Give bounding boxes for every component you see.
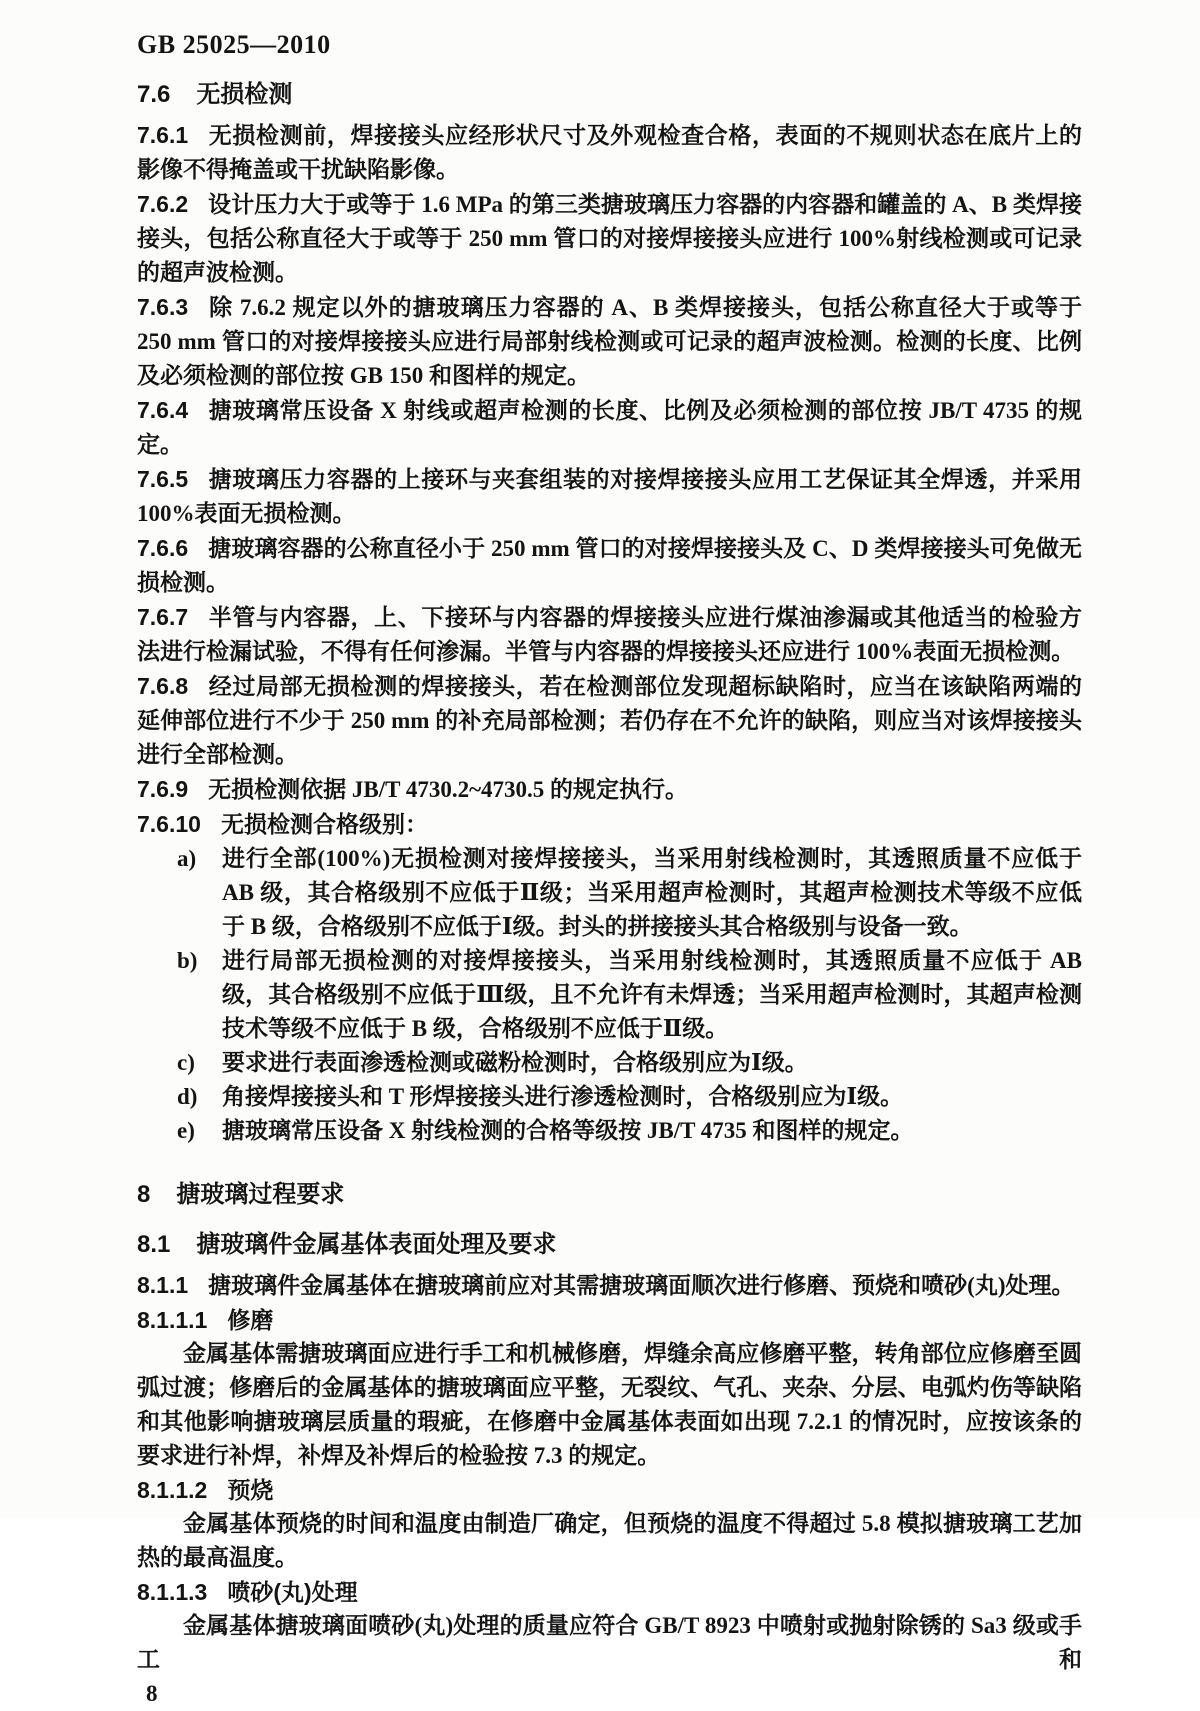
section-heading-8 bbox=[137, 1178, 1082, 1212]
clause-number: 7.6.2 bbox=[137, 191, 189, 217]
paragraph-text: 金属基体预烧的时间和温度由制造厂确定，但预烧的温度不得超过 5.8 模拟搪玻璃工艺加热的最高温度。 bbox=[137, 1511, 1082, 1570]
clause-number: 7.6.5 bbox=[137, 466, 189, 492]
list-marker: d) bbox=[177, 1084, 198, 1109]
heading-8-1-1-2 bbox=[137, 1473, 1082, 1507]
paragraph-prefiring bbox=[137, 1507, 1082, 1575]
paragraph-grinding bbox=[137, 1337, 1082, 1473]
clause-text: 经过局部无损检测的焊接接头，若在检测部位发现超标缺陷时，应当在该缺陷两端的延伸部位进行不少于 250 mm 的补充局部检测；若仍存在不允许的缺陷，则应当对该焊接接头进行全部检测。 bbox=[137, 674, 1082, 767]
paragraph-text: 金属基体搪玻璃面喷砂(丸)处理的质量应符合 GB/T 8923 中喷射或抛射除锈的 Sa3 级或手工和 bbox=[137, 1613, 1083, 1672]
clause-7-6-10 bbox=[137, 807, 1082, 842]
clause-number: 7.6.7 bbox=[137, 604, 189, 630]
list-item-d bbox=[177, 1080, 1082, 1114]
clause-text: 搪玻璃压力容器的上接环与夹套组装的对接焊接接头应用工艺保证其全焊透，并采用 100%表面无损检测。 bbox=[137, 467, 1082, 526]
paragraph-text: 金属基体需搪玻璃面应进行手工和机械修磨，焊缝余高应修磨平整，转角部位应修磨至圆弧过渡；修磨后的金属基体的搪玻璃面应平整，无裂纹、气孔、夹杂、分层、电弧灼伤等缺陷和其他影响搪玻璃层质量的瑕疵，在修磨中金属基体表面如出现 7.2.1 的情况时，应按该条的要求进行补焊，补焊及补焊后的检验按 7.3 的规定。 bbox=[137, 1341, 1082, 1468]
doc-code: GB 25025—2010 bbox=[137, 30, 331, 59]
clause-7-6-9 bbox=[137, 772, 1082, 807]
clause-7-6-5 bbox=[137, 462, 1082, 531]
clause-number: 7.6.10 bbox=[137, 811, 201, 837]
clause-text: 搪玻璃容器的公称直径小于 250 mm 管口的对接焊接接头及 C、D 类焊接接头可免做无损检测。 bbox=[137, 536, 1082, 595]
clause-7-6-2 bbox=[137, 187, 1082, 290]
list-item-text: 角接焊接接头和 T 形焊接接头进行渗透检测时，合格级别应为Ⅰ级。 bbox=[222, 1084, 904, 1109]
clause-7-6-8 bbox=[137, 669, 1082, 772]
clause-text: 搪玻璃件金属基体在搪玻璃前应对其需搪玻璃面顺次进行修磨、预烧和喷砂(丸)处理。 bbox=[208, 1273, 1075, 1298]
list-marker: b) bbox=[177, 948, 198, 973]
clause-text: 搪玻璃常压设备 X 射线或超声检测的长度、比例及必须检测的部位按 JB/T 4735 的规定。 bbox=[137, 398, 1082, 457]
list-item-c bbox=[177, 1046, 1082, 1080]
section-heading-7-6 bbox=[137, 78, 1082, 112]
clause-number: 7.6.9 bbox=[137, 776, 189, 802]
list-item-text: 要求进行表面渗透检测或磁粉检测时，合格级别应为Ⅰ级。 bbox=[222, 1050, 808, 1075]
clause-number: 8.1.1 bbox=[137, 1272, 189, 1298]
section-number: 8 bbox=[137, 1181, 151, 1208]
section-title: 搪玻璃过程要求 bbox=[176, 1181, 345, 1208]
section-title: 搪玻璃件金属基体表面处理及要求 bbox=[196, 1231, 557, 1258]
list-marker: a) bbox=[177, 846, 197, 871]
clause-7-6-3 bbox=[137, 290, 1082, 393]
clause-text: 设计压力大于或等于 1.6 MPa 的第三类搪玻璃压力容器的内容器和罐盖的 A、B 类焊接接头，包括公称直径大于或等于 250 mm 管口的对接焊接接头应进行 100%射线检测或可记录的超声波检测。 bbox=[137, 192, 1082, 285]
section-heading-8-1 bbox=[137, 1228, 1082, 1262]
clause-7-6-7 bbox=[137, 600, 1082, 669]
list-item-e bbox=[177, 1114, 1082, 1148]
clause-text: 无损检测依据 JB/T 4730.2~4730.5 的规定执行。 bbox=[208, 777, 689, 802]
clause-7-6-1 bbox=[137, 118, 1082, 187]
clause-number: 7.6.3 bbox=[137, 294, 189, 320]
list-marker: e) bbox=[177, 1118, 195, 1143]
clause-8-1-1 bbox=[137, 1268, 1082, 1303]
heading-8-1-1-3 bbox=[137, 1575, 1082, 1609]
section-title: 无损检测 bbox=[196, 81, 293, 108]
list-marker: c) bbox=[177, 1050, 195, 1075]
clause-text: 无损检测前，焊接接头应经形状尺寸及外观检查合格，表面的不规则状态在底片上的影像不得掩盖或干扰缺陷影像。 bbox=[137, 123, 1082, 182]
clause-number: 7.6.1 bbox=[137, 122, 189, 148]
clause-text: 除 7.6.2 规定以外的搪玻璃压力容器的 A、B 类焊接接头，包括公称直径大于或等于 250 mm 管口的对接焊接接头应进行局部射线检测或可记录的超声波检测。检测的长度、比例及必须检测的部位按 GB 150 和图样的规定。 bbox=[137, 295, 1082, 388]
page-number: 8 bbox=[146, 1681, 158, 1706]
clause-7-6-6 bbox=[137, 531, 1082, 600]
clause-7-6-4 bbox=[137, 393, 1082, 462]
heading-title: 修磨 bbox=[227, 1307, 274, 1333]
heading-number: 8.1.1.3 bbox=[137, 1579, 208, 1605]
list-item-text: 进行局部无损检测的对接焊接接头，当采用射线检测时，其透照质量不应低于 AB 级，其合格级别不应低于Ⅲ级，且不允许有未焊透；当采用超声检测时，其超声检测技术等级不应低于 B 级，合格级别不应低于Ⅱ级。 bbox=[222, 948, 1082, 1041]
heading-number: 8.1.1.1 bbox=[137, 1307, 208, 1333]
list-item-text: 搪玻璃常压设备 X 射线检测的合格等级按 JB/T 4735 和图样的规定。 bbox=[222, 1118, 914, 1143]
heading-8-1-1-1 bbox=[137, 1303, 1082, 1337]
clause-number: 7.6.6 bbox=[137, 535, 189, 561]
heading-number: 8.1.1.2 bbox=[137, 1477, 208, 1503]
clause-number: 7.6.8 bbox=[137, 673, 189, 699]
clause-text: 半管与内容器，上、下接环与内容器的焊接接头应进行煤油渗漏或其他适当的检验方法进行检漏试验，不得有任何渗漏。半管与内容器的焊接接头还应进行 100%表面无损检测。 bbox=[137, 605, 1082, 664]
clause-number: 7.6.4 bbox=[137, 397, 189, 423]
heading-title: 喷砂(丸)处理 bbox=[227, 1579, 358, 1605]
list-item-a bbox=[177, 842, 1082, 944]
section-number: 7.6 bbox=[137, 81, 171, 108]
heading-title: 预烧 bbox=[227, 1477, 274, 1503]
paragraph-sandblasting bbox=[137, 1609, 1082, 1677]
list-item-b bbox=[177, 944, 1082, 1046]
clause-text: 无损检测合格级别： bbox=[220, 812, 428, 837]
list-item-text: 进行全部(100%)无损检测对接焊接接头，当采用射线检测时，其透照质量不应低于 AB 级，其合格级别不应低于Ⅱ级；当采用超声检测时，其超声检测技术等级不应低于 B 级，合格级别不应低于Ⅰ级。封头的拼接接头其合格级别与设备一致。 bbox=[222, 846, 1082, 939]
section-number: 8.1 bbox=[137, 1231, 171, 1258]
